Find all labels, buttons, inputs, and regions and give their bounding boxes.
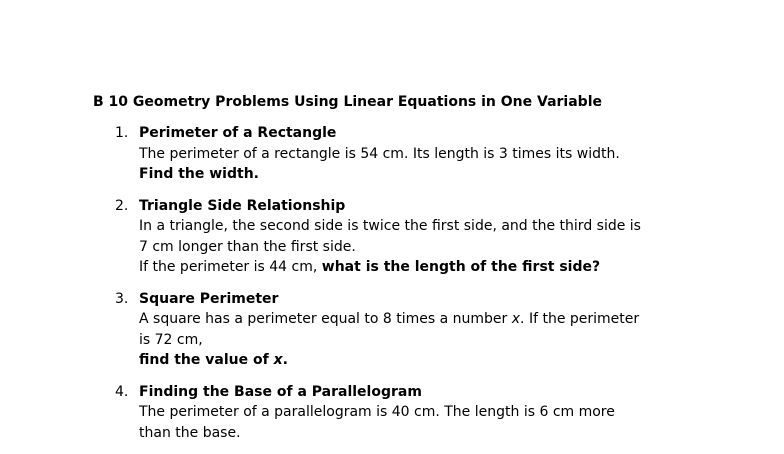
problem-text: 7 cm longer than the first side. <box>139 238 356 255</box>
problem-number: 4. <box>115 383 129 400</box>
problem-title: Finding the Base of a Parallelogram <box>139 383 422 400</box>
problem-text: . If the perimeter <box>520 311 640 327</box>
problem-question: what is the length of the first side? <box>321 259 601 275</box>
problem-item <box>93 289 733 371</box>
problem-text: In a triangle, the second side is twice the first side, and the third side is <box>139 218 641 234</box>
problem-list <box>93 123 733 454</box>
problem-number: 3. <box>115 290 129 307</box>
problem-question: find the value of <box>139 352 274 368</box>
section-heading: B 10 Geometry Problems Using Linear Equations in One Variable <box>93 94 602 110</box>
problem-item <box>93 123 733 185</box>
problem-title: Square Perimeter <box>139 290 279 307</box>
problem-number: 2. <box>115 197 129 214</box>
problem-question-line <box>139 350 733 371</box>
problem-text-line <box>139 309 733 330</box>
problem-question: Find the width. <box>139 166 259 182</box>
problem-text: The perimeter of a rectangle is 54 cm. Its length is 3 times its width. <box>139 145 620 162</box>
problem-text: than the base. <box>139 424 241 441</box>
problem-text: If the perimeter is 44 cm, <box>139 259 322 275</box>
problem-text: The perimeter of a parallelogram is 40 cm. The length is 6 cm more <box>139 404 615 420</box>
problem-text: A square has a perimeter equal to 8 times a number <box>139 311 512 327</box>
problem-title: Triangle Side Relationship <box>139 197 346 214</box>
problem-item <box>93 382 733 444</box>
problem-title: Perimeter of a Rectangle <box>139 125 337 141</box>
problem-item <box>93 196 733 278</box>
problem-number: 1. <box>115 125 129 141</box>
problem-text: is 72 cm, <box>139 331 203 348</box>
problem-question: . <box>282 352 288 368</box>
variable-x: x <box>511 311 521 327</box>
variable-x: x <box>273 352 283 368</box>
problem-text-line <box>139 257 733 278</box>
